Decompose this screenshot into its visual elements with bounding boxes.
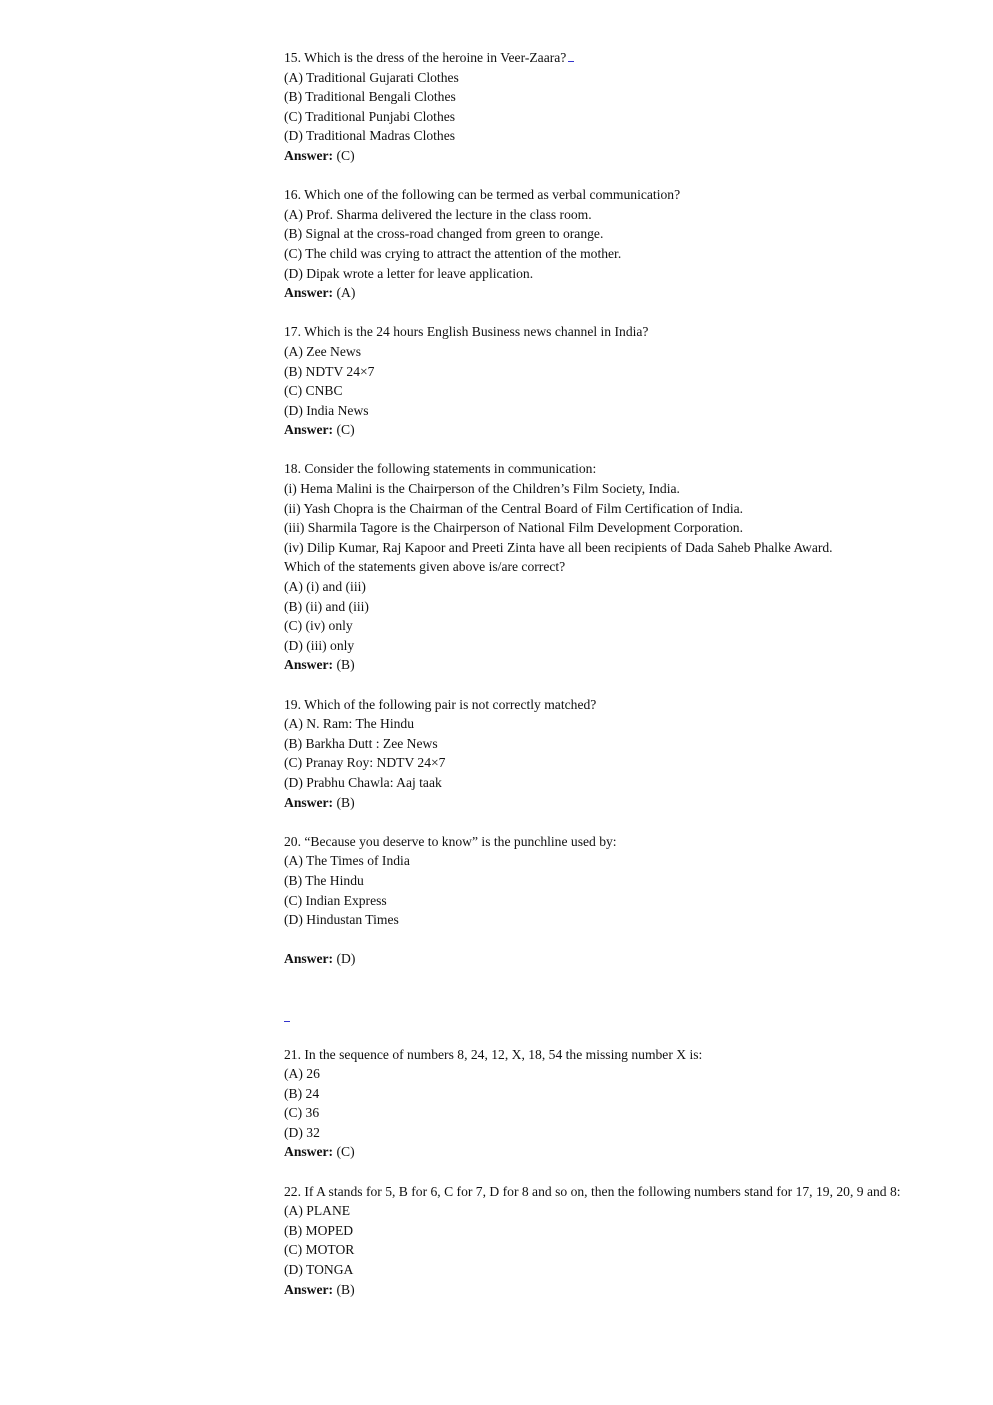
anchor-link[interactable] [284, 1020, 290, 1022]
answer-value: (A) [333, 285, 356, 301]
option-d: (D) Hindustan Times [284, 912, 399, 928]
option-d: (D) 32 [284, 1124, 320, 1140]
option-a: (A) Traditional Gujarati Clothes [284, 69, 459, 85]
option-c: (C) 36 [284, 1105, 320, 1121]
question-text: 21. In the sequence of numbers 8, 24, 12, X, 18, 54 the missing number X is: [284, 1046, 703, 1062]
option-a: (A) N. Ram: The Hindu [284, 716, 415, 732]
option-b: (B) Barkha Dutt : Zee News [284, 735, 438, 751]
question-text: 22. If A stands for 5, B for 6, C for 7, D for 8 and so on, then the following numbers stand for 17, 19, 20, 9 and 8: [284, 1183, 901, 1199]
answer-value: (B) [333, 794, 355, 810]
option-d: (D) TONGA [284, 1262, 354, 1278]
option-a: (A) The Times of India [284, 853, 410, 869]
option-d: (D) Traditional Madras Clothes [284, 128, 456, 144]
document-body [284, 48, 924, 1299]
question-text: 19. Which of the following pair is not correctly matched? [284, 696, 597, 712]
answer-label: Answer: [284, 422, 334, 438]
question-18 [284, 459, 924, 675]
option-c: (C) Indian Express [284, 892, 387, 908]
option-a: (A) Prof. Sharma delivered the lecture in the class room. [284, 206, 592, 222]
answer-label: Answer: [284, 1281, 334, 1297]
statement-ii: (ii) Yash Chopra is the Chairman of the Central Board of Film Certification of India. [284, 500, 744, 516]
option-d: (D) Prabhu Chawla: Aaj taak [284, 774, 442, 790]
answer-label: Answer: [284, 794, 334, 810]
answer-value: (C) [333, 422, 355, 438]
answer-value: (B) [333, 657, 355, 673]
answer-value: (D) [333, 951, 356, 967]
answer-line [284, 420, 924, 440]
option-b: (B) Traditional Bengali Clothes [284, 89, 456, 105]
statement-prompt: Which of the statements given above is/are correct? [284, 559, 566, 575]
answer-label: Answer: [284, 1144, 334, 1160]
answer-value: (B) [333, 1281, 355, 1297]
option-d: (D) India News [284, 402, 369, 418]
option-a: (A) PLANE [284, 1203, 351, 1219]
answer-label: Answer: [284, 285, 334, 301]
option-b: (B) Signal at the cross-road changed from green to orange. [284, 226, 604, 242]
answer-line [284, 1142, 924, 1162]
statement-i: (i) Hema Malini is the Chairperson of the Children’s Film Society, India. [284, 481, 680, 497]
answer-line [284, 283, 924, 303]
question-17 [284, 322, 924, 440]
answer-label: Answer: [284, 951, 334, 967]
question-19 [284, 695, 924, 813]
question-text: 18. Consider the following statements in communication: [284, 461, 597, 477]
question-text: 20. “Because you deserve to know” is the punchline used by: [284, 833, 617, 849]
question-21 [284, 1045, 924, 1163]
question-15 [284, 48, 924, 166]
option-a: (A) (i) and (iii) [284, 579, 366, 595]
option-a: (A) 26 [284, 1066, 320, 1082]
option-d: (D) Dipak wrote a letter for leave application. [284, 265, 534, 281]
question-text: 17. Which is the 24 hours English Business news channel in India? [284, 324, 649, 340]
option-c: (C) MOTOR [284, 1242, 355, 1258]
question-22 [284, 1182, 924, 1300]
question-20 [284, 832, 924, 969]
answer-line [284, 655, 924, 675]
option-b: (B) (ii) and (iii) [284, 598, 369, 614]
answer-value: (C) [333, 1144, 355, 1160]
option-a: (A) Zee News [284, 343, 361, 359]
option-b: (B) 24 [284, 1085, 320, 1101]
statement-iv: (iv) Dilip Kumar, Raj Kapoor and Preeti Zinta have all been recipients of Dada Saheb Phalke Award. [284, 539, 833, 555]
answer-line [284, 1280, 924, 1300]
answer-label: Answer: [284, 657, 334, 673]
answer-line [284, 793, 924, 813]
question-text: 15. Which is the dress of the heroine in Veer-Zaara? [284, 50, 567, 65]
option-c: (C) (iv) only [284, 618, 353, 634]
option-b: (B) NDTV 24×7 [284, 363, 375, 379]
option-b: (B) The Hindu [284, 872, 364, 888]
answer-line [284, 949, 924, 969]
question-16 [284, 185, 924, 303]
option-c: (C) The child was crying to attract the attention of the mother. [284, 245, 622, 261]
answer-value: (C) [333, 147, 355, 163]
option-d: (D) (iii) only [284, 637, 355, 653]
question-text: 16. Which one of the following can be termed as verbal communication? [284, 187, 681, 203]
answer-line [284, 146, 924, 166]
option-c: (C) Traditional Punjabi Clothes [284, 108, 456, 124]
answer-label: Answer: [284, 147, 334, 163]
option-c: (C) CNBC [284, 383, 343, 399]
statement-iii: (iii) Sharmila Tagore is the Chairperson of National Film Development Corporation. [284, 520, 744, 536]
anchor-link[interactable] [568, 60, 574, 62]
option-b: (B) MOPED [284, 1222, 354, 1238]
option-c: (C) Pranay Roy: NDTV 24×7 [284, 755, 446, 771]
